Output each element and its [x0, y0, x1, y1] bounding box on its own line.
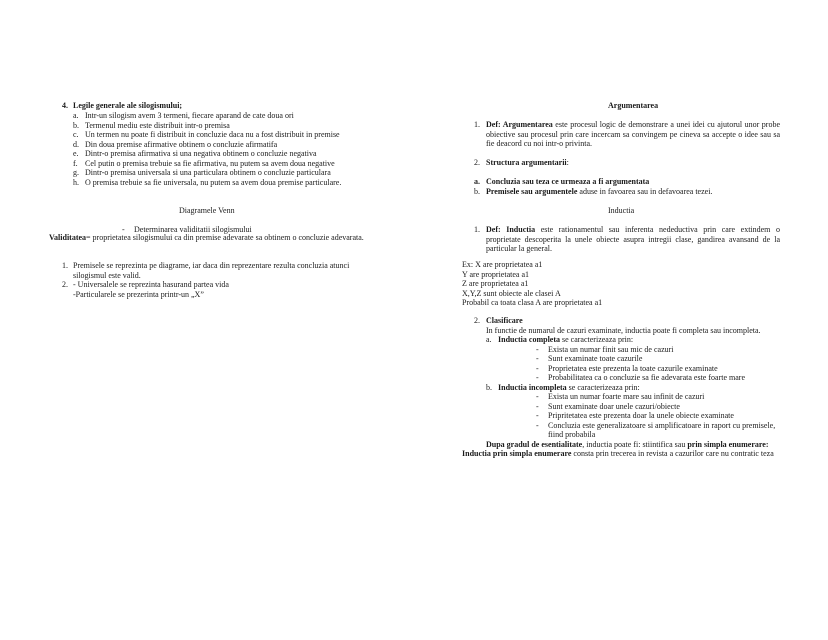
list-item: g. [73, 168, 79, 177]
list-item: e. [73, 149, 79, 158]
list-item-text: Cel putin o premisa trebuie sa fie afirmativa, nu putem sa avem doua negative [85, 158, 335, 168]
list-item-text: Sunt examinate doar unele cazuri/obiecte [548, 401, 680, 411]
example-line: Ex: X are proprietatea a1 [462, 260, 543, 269]
def-number: 1. [474, 120, 480, 129]
grad-esentialitate: Dupa gradul de esentialitate, inductia poate fi: stiintifica sau prin simpla enumerare: [486, 439, 769, 449]
venn-item-number: 1. [62, 261, 68, 270]
list-item: d. [73, 139, 79, 149]
list-item-text: Premisele sau argumentele aduse in favoarea sau in defavoarea tezei. [486, 186, 713, 196]
list-item: h. [73, 177, 79, 187]
dash: - [536, 354, 539, 363]
clasificare-number: 2. [474, 316, 480, 325]
complete-heading: Inductia completa se caracterizeaza prin: [498, 335, 634, 344]
list-item: b. [486, 382, 492, 392]
list-item: b. [474, 186, 480, 196]
venn-item-number: 2. [62, 280, 68, 289]
clasificare-heading: Clasificare [486, 316, 523, 325]
dash: - [536, 411, 539, 420]
list-item-text: Un termen nu poate fi distribuit in concluzie daca nu a fost distribuit in premise [85, 130, 340, 139]
incomplete-heading: Inductia incompleta se caracterizeaza prin: [498, 382, 640, 392]
argumentarea-heading: Argumentarea [608, 101, 659, 110]
dash: - [536, 420, 539, 430]
list-item-text: O premisa trebuie sa fie universala, nu putem sa avem doua premise particulare. [85, 177, 342, 187]
example-line: X,Y,Z sunt obiecte ale clasei A [462, 288, 561, 298]
legi-heading: Legile generale ale silogismului; [73, 101, 183, 110]
validitatea-definition: Validitatea= proprietatea silogismului ca din premise adevarate sa obtinem o concluzie adevarata. [49, 233, 364, 242]
list-item: c. [73, 130, 79, 139]
inductia-definition: Def: Inductia este rationamentul sau inferenta nedeductiva prin care extindem o proprietate descoperita la unele obiecte asupra intregii clase, gandirea avansand de la particular la general. [486, 225, 780, 254]
list-item-text: Exista un numar foarte mare sau infinit de cazuri [548, 392, 705, 401]
list-item-text: Termenul mediu este distribuit intr-o premisa [85, 120, 230, 130]
venn-item-text: -Particularele se prezerinta printr-un „X” [73, 289, 204, 299]
simpla-enumerare: Inductia prin simpla enumerare consta prin trecerea in revista a cazurilor care nu contratic teza [462, 449, 774, 458]
dash: - [536, 373, 539, 382]
list-item-text: Exista un numar finit sau mic de cazuri [548, 344, 674, 354]
structure-number: 2. [474, 158, 480, 167]
clasificare-intro: In functie de numarul de cazuri examinate, inductia poate fi completa sau incompleta. [486, 325, 761, 335]
dash: - [536, 363, 539, 373]
dash: - [536, 344, 539, 354]
list-item-text: Concluzia este generalizatoare si amplificatoare in raport cu premisele, fiind probabila [548, 420, 776, 440]
list-item-text: Concluzia sau teza ce urmeaza a fi argumentata [486, 177, 650, 186]
list-item-text: Dintr-o premisa afirmativa si una negativa obtinem o concluzie negativa [85, 149, 317, 158]
venn-item-text: Premisele se reprezinta pe diagrame, iar daca din reprezentare rezulta concluzia atunci silogismul este valid. [73, 261, 350, 280]
list-item-text: Intr-un silogism avem 3 termeni, fiecare aparand de cate doua ori [85, 111, 294, 120]
inductia-heading: Inductia [608, 206, 635, 215]
structure-heading: Structura argumentarii: [486, 158, 569, 167]
list-item: f. [73, 158, 78, 168]
example-line: Z are proprietatea a1 [462, 279, 529, 288]
list-item-text: Probabilitatea ca o concluzie sa fie adevarata este foarte mare [548, 373, 745, 382]
example-line: Y are proprietatea a1 [462, 269, 529, 279]
venn-item-text: - Universalele se reprezinta hasurand partea vida [73, 280, 229, 289]
argumentarea-definition: Def: Argumentarea este procesul logic de demonstrare a unei idei cu ajutorul unor probe obiective sau procesul prin care incercam sa convingem pe cineva sa accepte o idee sau sa fie deacord cu noi intr-o privinta. [486, 120, 780, 149]
dash: - [536, 392, 539, 401]
list-item-text: Dintr-o premisa universala si una particulara obtinem o concluzie particulara [85, 168, 331, 177]
list-item-text: Din doua premise afirmative obtinem o concluzie afirmatifa [85, 139, 278, 149]
list-item-text: Sunt examinate toate cazurile [548, 354, 643, 363]
list-item: a. [486, 335, 492, 344]
list-item: a. [73, 111, 79, 120]
list-item: b. [73, 120, 79, 130]
venn-heading: Diagramele Venn [179, 206, 235, 215]
list-item: a. [474, 177, 480, 186]
example-line: Probabil ca toata clasa A are proprietatea a1 [462, 298, 603, 307]
def-number: 1. [474, 225, 480, 234]
legi-number: 4. [62, 101, 68, 110]
list-item-text: Pripritetatea este prezenta doar la unele obiecte examinate [548, 411, 734, 420]
list-item-text: Proprietatea este prezenta la toate cazurile examinate [548, 363, 718, 373]
venn-dash: - [122, 225, 125, 234]
venn-subheading: Determinarea validitatii silogismului [134, 225, 252, 234]
dash: - [536, 401, 539, 411]
